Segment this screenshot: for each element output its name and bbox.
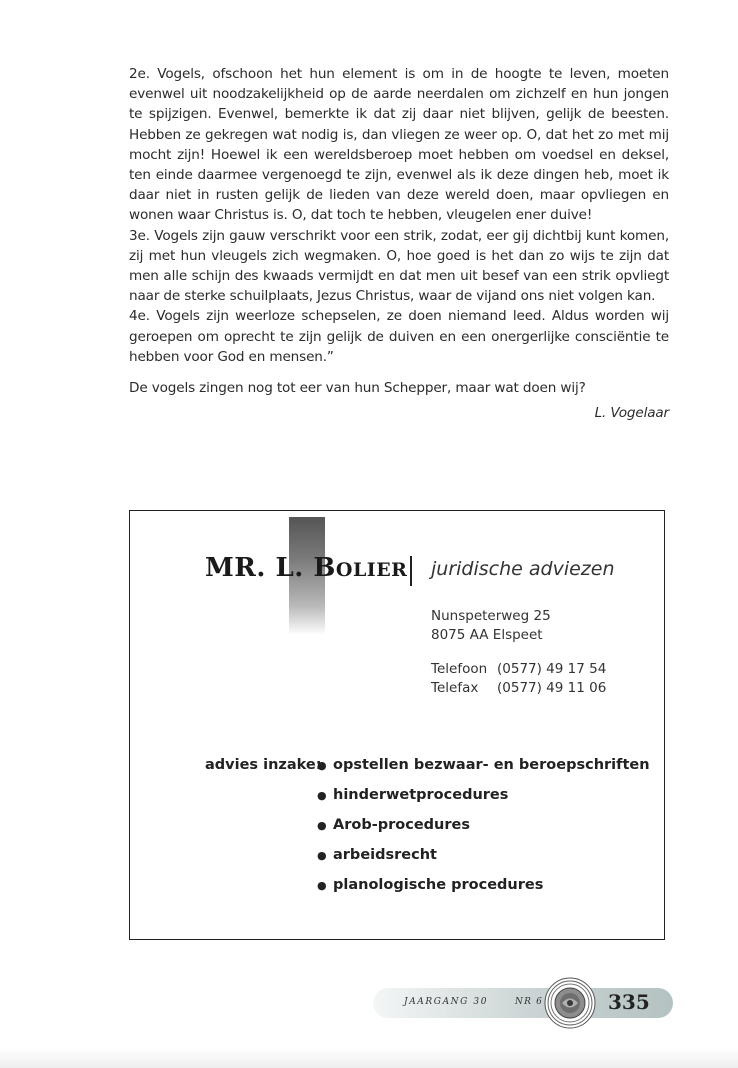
article-paragraph-4: 4e. Vogels zijn weerloze schepselen, ze doen niemand leed. Aldus worden wij geroepen om oprecht te zijn gelijk de duiven en een onergerlijke consciëntie te hebben voor God en mensen.” xyxy=(129,308,669,365)
services-list xyxy=(317,757,650,907)
advies-label: advies inzake: xyxy=(205,757,322,773)
phone-row xyxy=(431,660,606,679)
article-paragraph-3: 3e. Vogels zijn gauw verschrikt voor een strik, zodat, eer gij dichtbij kunt komen, zij met hun vleugels zich wegmaken. O, hoe goed is het dan zo wijs te zijn dat men alle schijn des kwaads vermijdt en dat men uit besef van een strik opvliegt naar de sterke schuilplaats, Jezus Christus, waar de vijand ons niet volgen kan. xyxy=(129,227,669,305)
brand-mr: MR xyxy=(205,553,257,583)
service-item: ● arbeidsrecht xyxy=(317,847,650,877)
fax-value: (0577) 49 11 06 xyxy=(497,680,607,696)
service-item: ● hinderwetprocedures xyxy=(317,787,650,817)
footer-volume: JAARGANG 30 xyxy=(404,997,489,1007)
address-postcode-city: 8075 AA Elspeet xyxy=(431,627,543,643)
page-number: 335 xyxy=(608,990,650,1014)
brand-dot: . xyxy=(256,553,266,583)
address-street: Nunspeterweg 25 xyxy=(431,608,551,624)
brand-initial: L. xyxy=(275,553,314,583)
service-item: ● Arob-procedures xyxy=(317,817,650,847)
page-bottom-edge xyxy=(0,1048,738,1068)
fax-row xyxy=(431,679,606,698)
service-item: ● opstellen bezwaar- en beroepschriften xyxy=(317,757,650,787)
advertiser-tagline: juridische adviezen xyxy=(431,558,615,580)
service-item: ● planologische procedures xyxy=(317,877,650,907)
fax-label: Telefax xyxy=(431,680,479,696)
advertiser-name xyxy=(205,553,407,583)
advertiser-address xyxy=(431,607,551,645)
article-paragraph-2: 2e. Vogels, ofschoon het hun element is om in de hoogte te leven, moeten evenwel uit noodzakelijkheid op de aarde neerdalen om zichzelf en hun jongen te spijzigen. Evenwel, bemerkte ik dat zij daar niet blijven, gelijk de beesten. Hebben ze gekregen wat nodig is, dan vliegen ze weer op. O, dat het zo met mij mocht zijn! Hoewel ik een wereldsberoep moet hebben om voedsel en deksel, ten einde daarmee vergenoegd te zijn, evenwel als ik deze dingen heb, moet ik daar niet in rusten gelijk de lieden van deze wereld doen, maar opvliegen en wonen waar Christus is. O, dat toch te hebben, vleugelen ener duive! xyxy=(129,66,669,224)
brand-rest: OLIER xyxy=(335,559,408,581)
phone-value: (0577) 49 17 54 xyxy=(497,661,607,677)
footer-issue: NR 6 xyxy=(515,997,544,1007)
advertiser-contact xyxy=(431,660,606,698)
phone-label: Telefoon xyxy=(431,661,488,677)
article-author: L. Vogelaar xyxy=(594,405,669,422)
brand-b: B xyxy=(313,553,336,583)
brand-divider xyxy=(410,556,412,586)
journal-seal-icon xyxy=(544,977,596,1029)
article-closing: De vogels zingen nog tot eer van hun Schepper, maar wat doen wij? xyxy=(129,380,586,397)
article-body xyxy=(129,64,669,423)
